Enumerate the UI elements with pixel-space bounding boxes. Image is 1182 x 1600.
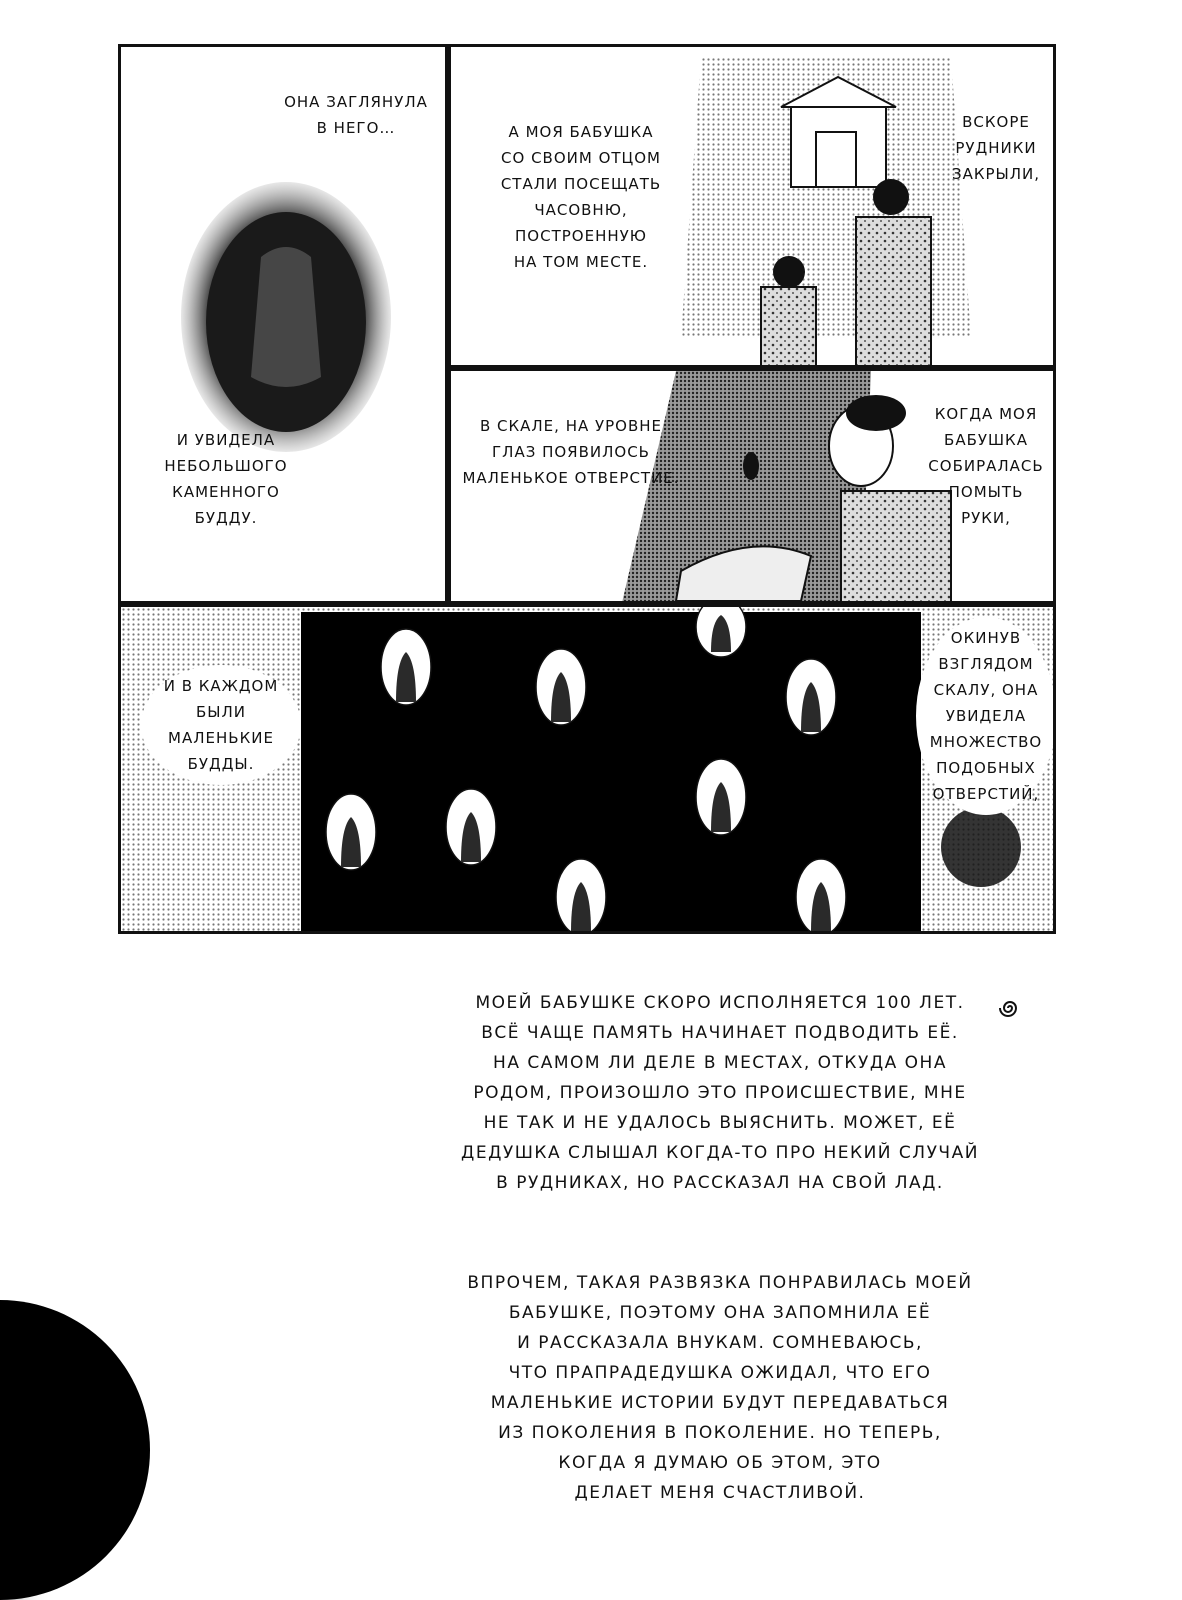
panel-2 — [448, 44, 1056, 368]
spiral-icon — [998, 996, 1022, 1020]
panel-3 — [448, 368, 1056, 604]
caption-top: ОНА ЗАГЛЯНУЛА В НЕГО… — [284, 93, 428, 137]
caption-left: В СКАЛЕ, НА УРОВНЕ ГЛАЗ ПОЯВИЛОСЬ МАЛЕНЬКОЕ ОТВЕРСТИЕ. — [462, 417, 680, 487]
caption-left: А МОЯ БАБУШКА СО СВОИМ ОТЦОМ СТАЛИ ПОСЕЩАТЬ ЧАСОВНЮ, ПОСТРОЕННУЮ НА ТОМ МЕСТЕ. — [500, 123, 662, 271]
caption-right: ВСКОРЕ РУДНИКИ ЗАКРЫЛИ, — [951, 113, 1041, 183]
caption-right: ОКИНУВ ВЗГЛЯДОМ СКАЛУ, ОНА УВИДЕЛА МНОЖЕСТВО ПОДОБНЫХ ОТВЕРСТИЙ, — [916, 617, 1056, 815]
panel-1 — [118, 44, 448, 604]
afterword-paragraph-2: ВПРОЧЕМ, ТАКАЯ РАЗВЯЗКА ПОНРАВИЛАСЬ МОЕЙ БАБУШКЕ, ПОЭТОМУ ОНА ЗАПОМНИЛА ЕЁ И РАССКАЗАЛА ВНУКАМ. СОМНЕВАЮСЬ, ЧТО ПРАПРАДЕДУШКА ОЖИДАЛ, ЧТО ЕГО МАЛЕНЬКИЕ ИСТОРИИ БУДУТ ПЕРЕДАВАТЬСЯ ИЗ ПОКОЛЕНИЯ В ПОКОЛЕНИЕ. НО ТЕПЕРЬ, КОГДА Я ДУМАЮ ОБ ЭТОМ, ЭТО ДЕЛАЕТ МЕНЯ СЧАСТЛИВОЙ. — [467, 1273, 973, 1503]
panel-4 — [118, 604, 1056, 934]
caption-right: КОГДА МОЯ БАБУШКА СОБИРАЛАСЬ ПОМЫТЬ РУКИ, — [928, 405, 1044, 527]
ink-blot-decoration — [0, 1180, 300, 1600]
caption-left: И В КАЖДОМ БЫЛИ МАЛЕНЬКИЕ БУДДЫ. — [141, 665, 301, 785]
caption-bottom: И УВИДЕЛА НЕБОЛЬШОГО КАМЕННОГО БУДДУ. — [164, 431, 288, 527]
afterword-paragraph-1: МОЕЙ БАБУШКЕ СКОРО ИСПОЛНЯЕТСЯ 100 ЛЕТ. ВСЁ ЧАЩЕ ПАМЯТЬ НАЧИНАЕТ ПОДВОДИТЬ ЕЁ. НА САМОМ ЛИ ДЕЛЕ В МЕСТАХ, ОТКУДА ОНА РОДОМ, ПРОИЗОШЛО ЭТО ПРОИСШЕСТВИЕ, МНЕ НЕ ТАК И НЕ УДАЛОСЬ ВЫЯСНИТЬ. МОЖЕТ, ЕЁ ДЕДУШКА СЛЫШАЛ КОГДА-ТО ПРО НЕКИЙ СЛУЧАЙ В РУДНИКАХ, НО РАССКАЗАЛ НА СВОЙ ЛАД. — [461, 993, 979, 1193]
